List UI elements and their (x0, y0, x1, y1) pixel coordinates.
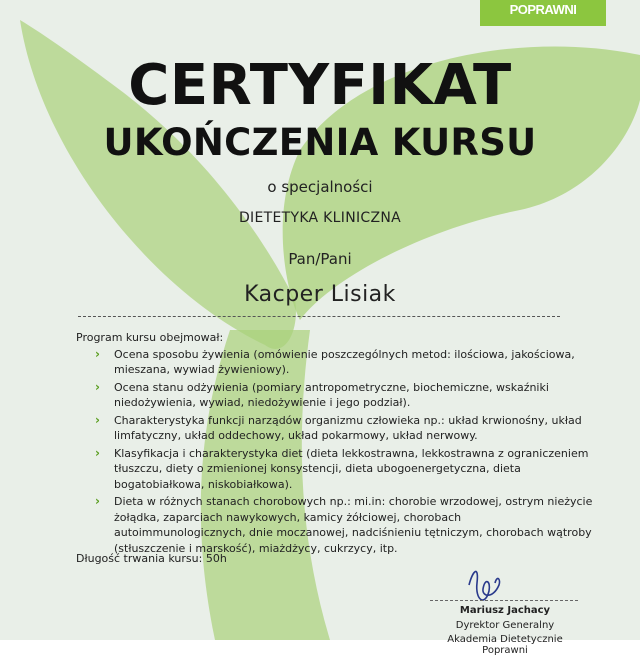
certificate-subtitle: UKOŃCZENIA KURSU (103, 121, 537, 164)
chevron-bullet-icon: › (95, 445, 100, 460)
chevron-bullet-icon: › (95, 346, 100, 361)
program-intro: Program kursu obejmował: (76, 331, 224, 344)
name-divider (78, 316, 560, 317)
signature-line (430, 600, 578, 601)
list-item (76, 347, 596, 378)
list-item (76, 380, 596, 411)
chevron-bullet-icon: › (95, 494, 100, 508)
signer-role: Dyrektor Generalny (455, 620, 555, 631)
program-item-text: Klasyfikacja i charakterystyka diet (dieta lekkostrawna, lekkostrawna z ograniczeniem tłuszczu, diety o zmienionej konsystencji, dieta ubogoenergetyczna, dieta bogatobiałkowa, niskobiałkowa). (114, 446, 589, 491)
specialty-name: DIETETYKA KLINICZNA (238, 210, 402, 226)
list-item (76, 413, 596, 444)
list-item (76, 494, 596, 556)
program-list (76, 347, 596, 557)
list-item (76, 446, 596, 493)
chevron-bullet-icon: › (95, 412, 100, 427)
brand-logo (480, 0, 606, 26)
salutation: Pan/Pani (288, 250, 352, 268)
logo-text: POPRAWNI (509, 1, 577, 17)
program-section (76, 330, 596, 558)
signer-organization: Akademia Dietetycznie Poprawni (447, 634, 563, 656)
certificate-title: CERTYFIKAT (128, 53, 512, 118)
chevron-bullet-icon: › (95, 379, 100, 394)
program-item-text: Ocena sposobu żywienia (omówienie poszczególnych metod: ilościowa, jakościowa, mieszana, wywiad żywieniowy). (114, 347, 575, 376)
signer-name: Mariusz Jachacy (459, 605, 551, 616)
recipient-name: Kacper Lisiak (244, 282, 396, 307)
program-item-text: Ocena stanu odżywienia (pomiary antropometryczne, biochemiczne, wskaźniki niedożywienia, wywiad, niedożywienie i jego podział). (114, 380, 549, 409)
course-duration: Długość trwania kursu: 50h (76, 552, 227, 565)
specialty-prefix: o specjalności (267, 178, 373, 196)
program-item-text: Charakterystyka funkcji narządów organizmu człowieka np.: układ krwionośny, układ limfatyczny, układ oddechowy, układ pokarmowy, układ nerwowy. (114, 413, 582, 442)
program-item-text: Dieta w różnych stanach chorobowych np.: mi.in: chorobie wrzodowej, ostrym nieżycie żołądka, zaparciach nawykowych, kamicy żółciowej, chorobach autoimmunologicznych, dnie moczanowej, nadciśnieniu tętniczym, chorobach wątroby (stłuszczenie i marskość), miażdżycy, cukrzycy, itp. (114, 495, 593, 555)
